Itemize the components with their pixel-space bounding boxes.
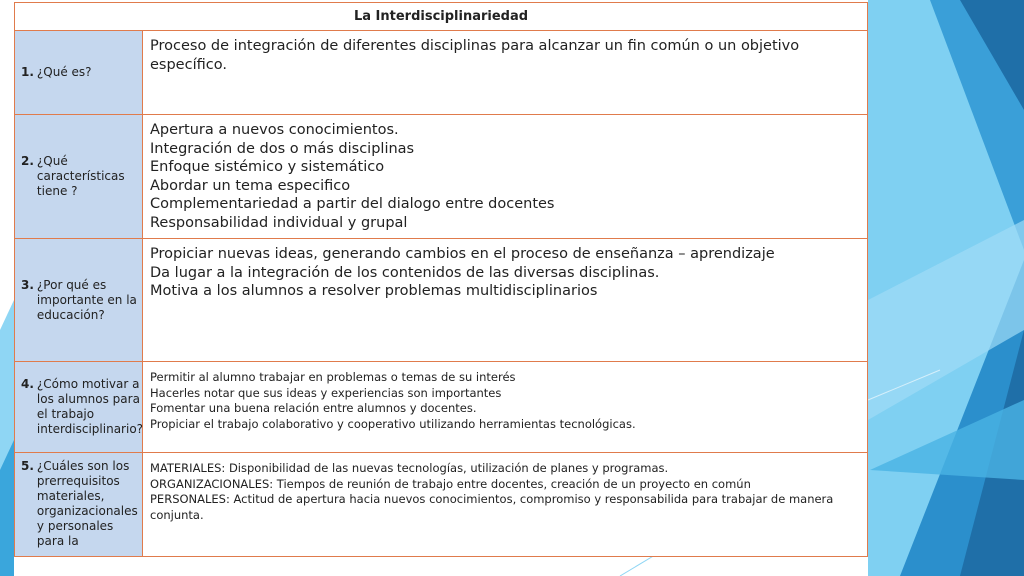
answer-line: Da lugar a la integración de los contenidos de las diversas disciplinas.: [150, 264, 660, 281]
question-text: ¿Cómo motivar a los alumnos para el trabajo interdisciplinario?: [36, 377, 144, 436]
row-number: 4.: [21, 377, 34, 391]
table-row: [15, 453, 867, 556]
table-row: [15, 31, 867, 115]
answer-cell: [143, 239, 867, 361]
question-cell: [15, 115, 143, 238]
question-cell: [15, 453, 143, 556]
answer-cell: [143, 362, 867, 452]
answer-line: Hacerles notar que sus ideas y experiencias son importantes: [150, 385, 502, 400]
row-number: 2.: [21, 154, 34, 168]
question-cell: [15, 362, 143, 452]
answer-cell: [143, 31, 867, 114]
table-row: [15, 239, 867, 362]
table-title: La Interdisciplinariedad: [15, 3, 867, 31]
answer-line: Apertura a nuevos conocimientos.: [150, 122, 399, 138]
answer-line: MATERIALES: Disponibilidad de las nuevas tecnologías, utilización de planes y programas.: [150, 461, 669, 475]
question-cell: [15, 239, 143, 361]
answer-line: Permitir al alumno trabajar en problemas o temas de su interés: [150, 370, 516, 384]
answer-line: PERSONALES: Actitud de apertura hacia nuevos conocimientos, compromiso y responsabilida para trabajar de manera: [150, 492, 834, 506]
question-text: ¿Qué características tiene ?: [36, 154, 125, 198]
answer-line: conjunta.: [150, 507, 204, 522]
row-number: 5.: [21, 459, 34, 473]
answer-line: Enfoque sistémico y sistemático: [150, 159, 385, 175]
answer-line: Propiciar el trabajo colaborativo y cooperativo utilizando herramientas tecnológicas.: [150, 416, 636, 431]
table-row: [15, 362, 867, 453]
answer-line: Integración de dos o más disciplinas: [150, 140, 415, 157]
interdisciplinarity-table: [14, 2, 868, 557]
answer-line: Proceso de integración de diferentes disciplinas para alcanzar un fin común o un objetivo específico.: [150, 38, 800, 73]
answer-line: ORGANIZACIONALES: Tiempos de reunión de trabajo entre docentes, creación de un proyecto en común: [150, 476, 751, 491]
answer-line: Motiva a los alumnos a resolver problemas multidisciplinarios: [150, 283, 598, 299]
answer-line: Fomentar una buena relación entre alumnos y docentes.: [150, 401, 477, 415]
table-row: [15, 115, 867, 239]
row-number: 3.: [21, 277, 34, 292]
question-text: ¿Qué es?: [36, 65, 92, 79]
answer-line: Propiciar nuevas ideas, generando cambios en el proceso de enseñanza – aprendizaje: [150, 246, 775, 262]
question-cell: [15, 31, 143, 114]
answer-cell: [143, 453, 867, 556]
answer-line: Responsabilidad individual y grupal: [150, 214, 408, 231]
answer-cell: [143, 115, 867, 238]
question-text: ¿Por qué es importante en la educación?: [36, 277, 137, 322]
answer-line: Abordar un tema especifico: [150, 177, 351, 194]
question-text: ¿Cuáles son los prerrequisitos materiales, organizacionales y personales para la: [36, 459, 138, 548]
row-number: 1.: [21, 65, 34, 79]
answer-line: Complementariedad a partir del dialogo entre docentes: [150, 196, 555, 212]
